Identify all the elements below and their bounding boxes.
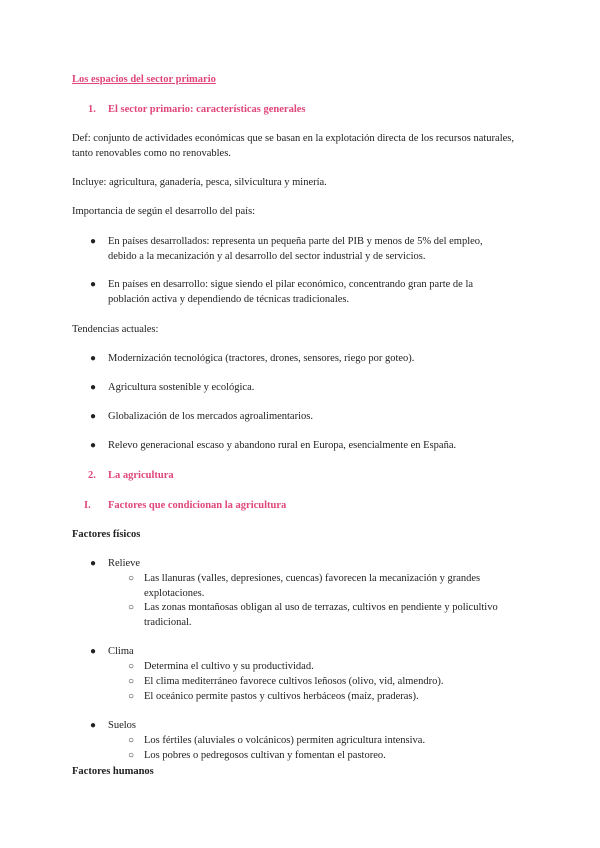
sub-list-item-text: El clima mediterráneo favorece cultivos leñosos (olivo, vid, almendro). [144,676,444,687]
section-number: 2. [88,470,96,481]
incluye-paragraph: Incluye: agricultura, ganadería, pesca, silvicultura y minería. [72,177,327,188]
importancia-paragraph: Importancia de según el desarrollo del país: [72,206,256,217]
section-heading-2 [88,468,174,483]
list-item-text: En países en desarrollo: sigue siendo el pilar económico, concentrando gran parte de la población activa y dependiendo de técnicas tradicionales. [108,279,474,305]
circle-bullet-icon: ○ [128,661,135,672]
factores-humanos-heading: Factores humanos [72,766,154,777]
section-title: El sector primario: características generales [108,104,306,115]
subsection-title: Factores que condicionan la agricultura [108,500,287,511]
sub-list-item-text: Las llanuras (valles, depresiones, cuencas) favorecen la mecanización y grandes explotaciones. [144,573,481,599]
circle-bullet-icon: ○ [128,691,135,702]
subsection-number: I. [84,500,91,511]
list-item-text: Globalización de los mercados agroalimentarios. [108,411,313,422]
section-number: 1. [88,104,96,115]
circle-bullet-icon: ○ [128,602,135,613]
list-item-text: En países desarrollados: representa un pequeña parte del PIB y menos de 5% del empleo, debido a la mecanización y al desarrollo del sector industrial y de servicios. [108,236,483,262]
list-item-text: Relieve [108,558,141,569]
bullet-icon: ● [90,382,97,393]
sub-list-item-text: Los fértiles (aluviales o volcánicos) permiten agricultura intensiva. [144,735,426,746]
sub-list-item-text: Determina el cultivo y su productividad. [144,661,314,672]
sub-list-item-text: Las zonas montañosas obligan al uso de terrazas, cultivos en pendiente y policultivo tradicional. [144,602,498,628]
bullet-icon: ● [90,558,97,569]
bullet-icon: ● [90,279,97,290]
list-item-text: Modernización tecnológica (tractores, drones, sensores, riego por goteo). [108,353,415,364]
list-item-text: Agricultura sostenible y ecológica. [108,382,255,393]
list-item-text: Suelos [108,720,137,731]
document-title: Los espacios del sector primario [72,74,216,85]
bullet-icon: ● [90,411,97,422]
sub-list-item-text: Los pobres o pedregosos cultivan y fomentan el pastoreo. [144,750,386,761]
section-title: La agricultura [108,470,174,481]
bullet-icon: ● [90,236,97,247]
sub-list-item-text: El oceánico permite pastos y cultivos herbáceos (maíz, praderas). [144,691,419,702]
bullet-icon: ● [90,720,97,731]
factores-fisicos-heading: Factores físicos [72,529,141,540]
bullet-icon: ● [90,440,97,451]
section-heading-1 [88,102,305,117]
bullet-icon: ● [90,646,97,657]
tendencias-paragraph: Tendencias actuales: [72,324,159,335]
list-item-text: Clima [108,646,134,657]
circle-bullet-icon: ○ [128,750,135,761]
list-item-text: Relevo generacional escaso y abandono rural en Europa, esencialmente en España. [108,440,457,451]
circle-bullet-icon: ○ [128,735,135,746]
bullet-icon: ● [90,353,97,364]
circle-bullet-icon: ○ [128,676,135,687]
circle-bullet-icon: ○ [128,573,135,584]
definition-paragraph: Def: conjunto de actividades económicas que se basan en la explotación directa de los recursos naturales, tanto renovables como no renovables. [72,133,514,159]
subsection-heading-1 [84,498,286,513]
